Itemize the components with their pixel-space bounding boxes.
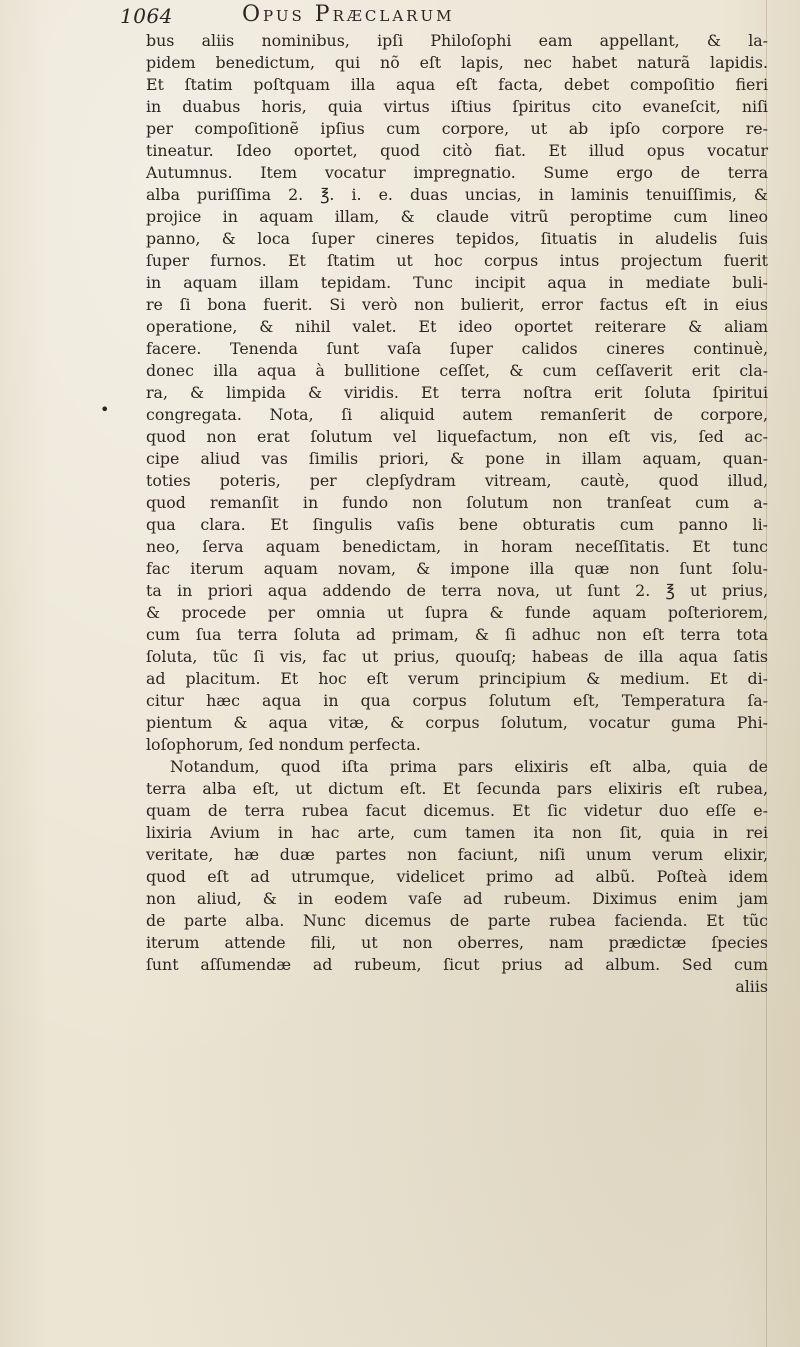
text-line: non aliud, & in eodem vaſe ad rubeum. Diximus enim jam bbox=[146, 889, 768, 908]
text-line: operatione, & nihil valet. Et ideo oportet reiterare & aliam bbox=[146, 317, 768, 336]
paragraph-start-line: Notandum, quod iſta prima pars elixiris eſt alba, quia de bbox=[170, 757, 768, 776]
text-line: bus aliis nominibus, ipſi Philoſophi eam appellant, & la- bbox=[146, 31, 768, 50]
paragraph-end-line: loſophorum, ſed nondum perfecta. bbox=[146, 735, 421, 754]
body-text bbox=[146, 30, 768, 998]
text-line: ta in priori aqua addendo de terra nova, ut ſunt 2. ℥ ut prius, bbox=[146, 581, 768, 600]
text-line: Autumnus. Item vocatur impregnatio. Sume ergo de terra bbox=[146, 163, 768, 182]
text-line: projice in aquam illam, & claude vitrũ peroptime cum lineo bbox=[146, 207, 768, 226]
text-line: in duabus horis, quia virtus iſtius ſpiritus cito evaneſcit, niſi bbox=[146, 97, 768, 116]
text-line: re ſi bona fuerit. Si verò non bulierit, error factus eſt in eius bbox=[146, 295, 768, 314]
text-line: ſunt aſſumendæ ad rubeum, ſicut prius ad album. Sed cum bbox=[146, 955, 768, 974]
text-line: quod non erat ſolutum vel liquefactum, non eſt vis, ſed ac- bbox=[146, 427, 768, 446]
text-line: quam de terra rubea facut dicemus. Et ſic videtur duo eſſe e- bbox=[146, 801, 768, 820]
text-line: fac iterum aquam novam, & impone illa quæ non ſunt ſolu- bbox=[146, 559, 768, 578]
text-line: qua clara. Et ſingulis vaſis bene obturatis cum panno li- bbox=[146, 515, 768, 534]
text-line: ad placitum. Et hoc eſt verum principium & medium. Et di- bbox=[146, 669, 768, 688]
text-line: per compoſitionẽ ipſius cum corpore, ut ab ipſo corpore re- bbox=[146, 119, 768, 138]
text-line: cipe aliud vas ſimilis priori, & pone in illam aquam, quan- bbox=[146, 449, 768, 468]
text-line: quod eſt ad utrumque, videlicet primo ad albũ. Poſteà idem bbox=[146, 867, 768, 886]
margin-mark: • bbox=[100, 400, 110, 419]
text-line: ſoluta, tũc ſi vis, fac ut prius, quouſq; habeas de illa aqua ſatis bbox=[146, 647, 768, 666]
text-line: pidem benedictum, qui nõ eſt lapis, nec habet naturã lapidis. bbox=[146, 53, 768, 72]
text-line: neo, ſerva aquam benedictam, in horam neceſſitatis. Et tunc bbox=[146, 537, 768, 556]
page-number: 1064 bbox=[120, 4, 173, 28]
text-line: Et ſtatim poſtquam illa aqua eſt facta, debet compoſitio fieri bbox=[146, 75, 768, 94]
text-line: ſuper furnos. Et ſtatim ut hoc corpus intus projectum fuerit bbox=[146, 251, 768, 270]
text-line: donec illa aqua à bullitione ceſſet, & cum ceſſaverit erit cla- bbox=[146, 361, 768, 380]
page-header bbox=[0, 0, 800, 30]
text-line: in aquam illam tepidam. Tunc incipit aqua in mediate buli- bbox=[146, 273, 768, 292]
text-line: toties poteris, per clepſydram vitream, cautè, quod illud, bbox=[146, 471, 768, 490]
text-line: de parte alba. Nunc dicemus de parte rubea facienda. Et tũc bbox=[146, 911, 768, 930]
text-line: congregata. Nota, ſi aliquid autem remanſerit de corpore, bbox=[146, 405, 768, 424]
text-line: veritate, hæ duæ partes non faciunt, niſi unum verum elixir, bbox=[146, 845, 768, 864]
text-line: terra alba eſt, ut dictum eſt. Et ſecunda pars elixiris eſt rubea, bbox=[146, 779, 768, 798]
text-line: lixiria Avium in hac arte, cum tamen ita non ſit, quia in rei bbox=[146, 823, 768, 842]
text-line: ra, & limpida & viridis. Et terra noſtra erit ſoluta ſpiritui bbox=[146, 383, 768, 402]
text-line: tineatur. Ideo oportet, quod citò fiat. Et illud opus vocatur bbox=[146, 141, 768, 160]
running-head: Opus Præclarum bbox=[242, 2, 455, 27]
text-line: panno, & loca ſuper cineres tepidos, ſituatis in aludelis ſuis bbox=[146, 229, 768, 248]
text-line: cum ſua terra ſoluta ad primam, & ſi adhuc non eſt terra tota bbox=[146, 625, 768, 644]
text-line: & procede per omnia ut ſupra & funde aquam poſteriorem, bbox=[146, 603, 768, 622]
text-line: pientum & aqua vitæ, & corpus ſolutum, vocatur guma Phi- bbox=[146, 713, 768, 732]
catchword: aliis bbox=[735, 977, 768, 996]
text-line: alba puriſſima 2. ℥. i. e. duas uncias, in laminis tenuiſſimis, & bbox=[146, 185, 768, 204]
text-line: quod remanſit in fundo non ſolutum non tranſeat cum a- bbox=[146, 493, 768, 512]
text-line: citur hæc aqua in qua corpus ſolutum eſt, Temperatura ſa- bbox=[146, 691, 768, 710]
text-line: iterum attende fili, ut non oberres, nam prædictæ ſpecies bbox=[146, 933, 768, 952]
text-line: facere. Tenenda ſunt vaſa ſuper calidos cineres continuè, bbox=[146, 339, 768, 358]
